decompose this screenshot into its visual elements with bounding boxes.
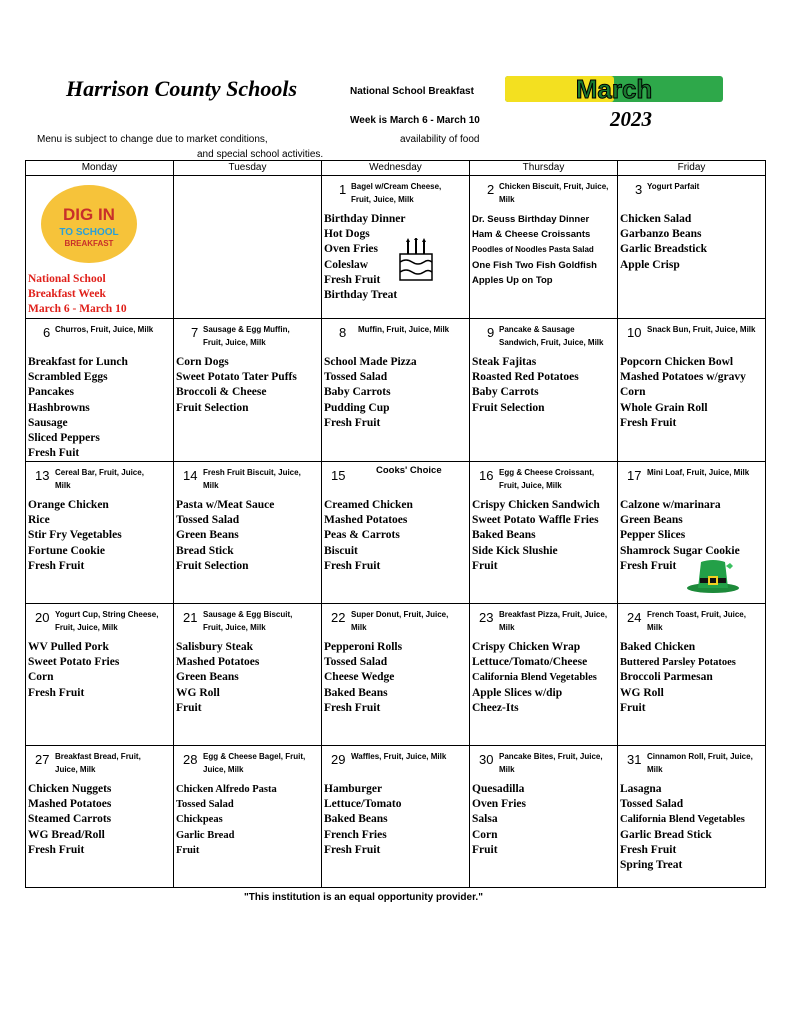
cell-fri-march-3 [618, 175, 765, 318]
day-number: 28 [183, 752, 198, 767]
breakfast-text: Pancake Bites, Fruit, Juice, Milk [499, 752, 603, 774]
breakfast-text: Churros, Fruit, Juice, Milk [55, 325, 154, 334]
breakfast-text: Cinnamon Roll, Fruit, Juice, Milk [647, 752, 753, 774]
menu-calendar [25, 160, 766, 888]
day-number: 17 [627, 468, 642, 483]
breakfast-text: Sausage & Egg Muffin, Fruit, Juice, Milk [203, 325, 290, 347]
breakfast-text: Snack Bun, Fruit, Juice, Milk [647, 325, 756, 334]
day-number: 3 [635, 182, 643, 197]
day-header-monday: Monday [26, 161, 174, 175]
day-number: 10 [627, 325, 642, 340]
lunch-items: Salisbury Steak Mashed Potatoes Green Beans WG Roll Fruit [176, 641, 260, 714]
day-number: 9 [487, 325, 495, 340]
school-name: Harrison County Schools [66, 76, 298, 101]
cell-wed-march-15 [322, 461, 470, 603]
breakfast-text: Fresh Fruit Biscuit, Juice, Milk [203, 468, 301, 490]
lunch-items: Pasta w/Meat Sauce Tossed Salad Green Beans Bread Stick Fruit Selection [176, 499, 275, 572]
day-number: 1 [339, 182, 347, 197]
cell-mon-march-6 [26, 318, 174, 461]
day-header-tuesday: Tuesday [174, 161, 322, 175]
birthday-cake-icon [398, 238, 434, 284]
day-number: 24 [627, 610, 642, 625]
dig-in-breakfast-logo [40, 184, 138, 264]
lunch-items: Corn Dogs Sweet Potato Tater Puffs Broccoli & Cheese Fruit Selection [176, 356, 297, 414]
month-label: March [575, 74, 653, 104]
breakfast-text: Chicken Biscuit, Fruit, Juice, Milk [499, 182, 609, 204]
day-header-thursday: Thursday [470, 161, 618, 175]
cell-thu-march-16 [470, 461, 618, 603]
breakfast-text: Egg & Cheese Croissant, Fruit, Juice, Milk [499, 468, 595, 490]
lunch-items: School Made Pizza Tossed Salad Baby Carrots Pudding Cup Fresh Fruit [324, 356, 417, 429]
lunch-items: Calzone w/marinara Green Beans Pepper Slices Shamrock Sugar Cookie Fresh Fruit [620, 499, 740, 572]
lunch-items: WV Pulled Pork Sweet Potato Fries Corn Fresh Fruit [28, 641, 120, 699]
day-number: 30 [479, 752, 494, 767]
lunch-items: Breakfast for Lunch Scrambled Eggs Pancakes Hashbrowns Sausage Sliced Peppers Fresh Fuit [28, 356, 128, 460]
disclaimer-line-1: Menu is subject to change due to market conditions, [37, 134, 268, 145]
logo-line-3: BREAKFAST [64, 239, 114, 248]
cell-mon-march-27 [26, 745, 174, 887]
lunch-items: Baked Chicken Buttered Parsley Potatoes Broccoli Parmesan WG Roll Fruit [620, 641, 736, 714]
week-range: Week is March 6 - March 10 [350, 115, 480, 126]
lunch-items: Birthday Dinner Hot Dogs Oven Fries Coleslaw Fresh Fruit Birthday Treat [324, 213, 406, 301]
lunch-items: Hamburger Lettuce/Tomato Baked Beans French Fries Fresh Fruit [324, 783, 402, 856]
cell-wed-march-1 [322, 175, 470, 318]
breakfast-text: Super Donut, Fruit, Juice, Milk [351, 610, 449, 632]
day-number: 22 [331, 610, 346, 625]
cell-fri-march-17 [618, 461, 765, 603]
breakfast-text: Sausage & Egg Biscuit, Fruit, Juice, Milk [203, 610, 293, 632]
logo-line-2: TO SCHOOL [59, 227, 119, 238]
lunch-items: Creamed Chicken Mashed Potatoes Peas & Carrots Biscuit Fresh Fruit [324, 499, 413, 572]
cell-wed-march-29 [322, 745, 470, 887]
breakfast-text: Mini Loaf, Fruit, Juice, Milk [647, 468, 750, 477]
breakfast-text: Muffin, Fruit, Juice, Milk [358, 325, 450, 334]
cell-mon-week1 [26, 175, 174, 318]
day-number: 16 [479, 468, 494, 483]
lunch-items: Chicken Salad Garbanzo Beans Garlic Breadstick Apple Crisp [620, 213, 707, 271]
breakfast-week-note: National School Breakfast Week March 6 - March 10 [28, 273, 127, 316]
lunch-items: Crispy Chicken Sandwich Sweet Potato Waffle Fries Baked Beans Side Kick Slushie Fruit [472, 499, 600, 572]
day-number: 15 [331, 468, 346, 483]
cell-wed-march-22 [322, 603, 470, 745]
lunch-items: Lasagna Tossed Salad California Blend Vegetables Garlic Bread Stick Fresh Fruit Spring Treat [620, 783, 745, 871]
day-number: 2 [487, 182, 495, 197]
day-number: 31 [627, 752, 642, 767]
lunch-items: Chicken Nuggets Mashed Potatoes Steamed Carrots WG Bread/Roll Fresh Fruit [28, 783, 112, 856]
year: 2023 [610, 107, 652, 131]
lunch-items: Chicken Alfredo Pasta Tossed Salad Chickpeas Garlic Bread Fruit [176, 784, 277, 856]
cell-tue-march-21 [174, 603, 322, 745]
day-number: 6 [43, 325, 51, 340]
lunch-items: Pepperoni Rolls Tossed Salad Cheese Wedge Baked Beans Fresh Fruit [324, 641, 403, 714]
lunch-items: Crispy Chicken Wrap Lettuce/Tomato/Cheese California Blend Vegetables Apple Slices w/dip Cheez-Its [472, 641, 597, 714]
breakfast-text: Cereal Bar, Fruit, Juice, Milk [55, 468, 144, 490]
breakfast-text: Egg & Cheese Bagel, Fruit, Juice, Milk [203, 752, 306, 774]
cell-thu-march-30 [470, 745, 618, 887]
cell-tue-march-14 [174, 461, 322, 603]
breakfast-text: Cooks' Choice [376, 465, 442, 476]
day-number: 14 [183, 468, 198, 483]
day-header-wednesday: Wednesday [322, 161, 470, 175]
cell-fri-march-31 [618, 745, 765, 887]
cell-thu-march-2 [470, 175, 618, 318]
lunch-items: Popcorn Chicken Bowl Mashed Potatoes w/gravy Corn Whole Grain Roll Fresh Fruit [620, 356, 746, 429]
breakfast-text: Breakfast Bread, Fruit, Juice, Milk [55, 752, 141, 774]
lunch-items: Orange Chicken Rice Stir Fry Vegetables Fortune Cookie Fresh Fruit [28, 499, 122, 572]
cell-tue-march-28 [174, 745, 322, 887]
lunch-items: Dr. Seuss Birthday Dinner Ham & Cheese Croissants Poodles of Noodles Pasta Salad One Fish Two Fish Goldfish Apples Up on Top [472, 214, 597, 286]
cell-thu-march-23 [470, 603, 618, 745]
lunch-items: Quesadilla Oven Fries Salsa Corn Fruit [472, 783, 526, 856]
breakfast-text: Bagel w/Cream Cheese, Fruit, Juice, Milk [351, 182, 442, 204]
breakfast-text: Waffles, Fruit, Juice, Milk [351, 752, 447, 761]
day-number: 23 [479, 610, 494, 625]
breakfast-text: Pancake & Sausage Sandwich, Fruit, Juice, Milk [499, 325, 604, 347]
day-number: 21 [183, 610, 198, 625]
march-banner [505, 72, 723, 106]
breakfast-text: French Toast, Fruit, Juice, Milk [647, 610, 746, 632]
equal-opportunity-statement: "This institution is an equal opportunity provider." [244, 892, 483, 903]
cell-mon-march-13 [26, 461, 174, 603]
disclaimer-line-2: availability of food [400, 134, 480, 145]
day-header-friday: Friday [677, 162, 706, 173]
day-number: 8 [339, 325, 347, 340]
breakfast-text: Yogurt Cup, String Cheese, Fruit, Juice, Milk [55, 610, 159, 632]
day-number: 20 [35, 610, 50, 625]
cell-tue-march-7 [174, 318, 322, 461]
breakfast-text: Yogurt Parfait [647, 182, 700, 191]
cell-wed-march-8 [322, 318, 470, 461]
day-number: 29 [331, 752, 346, 767]
cell-thu-march-9 [470, 318, 618, 461]
leprechaun-hat-icon [686, 558, 740, 594]
cell-fri-march-10 [618, 318, 765, 461]
cell-fri-march-24 [618, 603, 765, 745]
cell-tue-week1 [174, 175, 322, 318]
day-number: 27 [35, 752, 50, 767]
breakfast-text: Breakfast Pizza, Fruit, Juice, Milk [499, 610, 608, 632]
day-number: 13 [35, 468, 50, 483]
day-number: 7 [191, 325, 199, 340]
lunch-items: Steak Fajitas Roasted Red Potatoes Baby Carrots Fruit Selection [472, 356, 579, 414]
program-title: National School Breakfast [350, 86, 474, 97]
disclaimer-line-3: and special school activities. [197, 149, 324, 160]
cell-mon-march-20 [26, 603, 174, 745]
logo-line-1: DIG IN [63, 205, 115, 224]
